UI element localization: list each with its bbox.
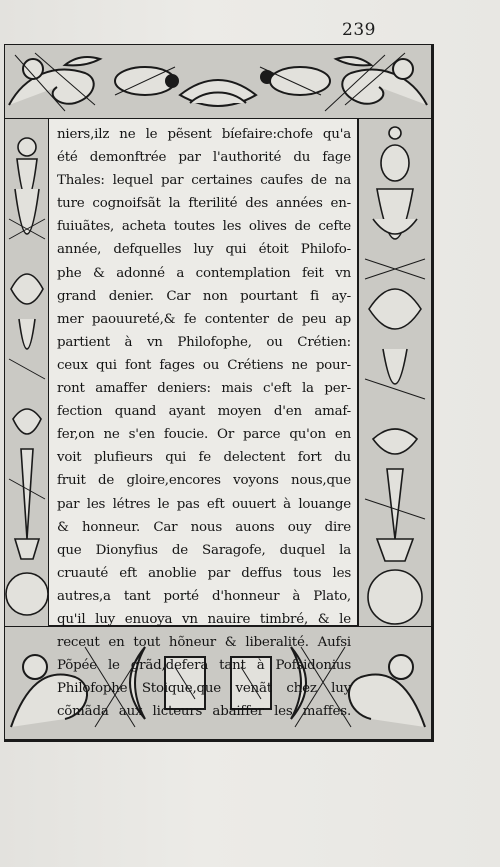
- text-line: cõmãda aux licteurs abaiffer les maffes.: [57, 704, 351, 720]
- text-line: partient à vn Philofophe, ou Crétien:: [57, 334, 351, 350]
- text-line: Thales: lequel par certaines caufes de na: [57, 173, 351, 189]
- text-line: Philofophe Stoique,que venãt chez luy: [57, 681, 351, 697]
- text-line: autres,a tant porté d'honneur à Plato,: [57, 588, 351, 604]
- page-number: 239: [342, 20, 376, 40]
- text-line: cruauté eft anoblie par deffus tous les: [57, 565, 351, 581]
- text-line: ture cognoifsãt la fterilité des années en-: [57, 196, 351, 212]
- text-line: année, defquelles luy qui étoit Philofo-: [57, 242, 351, 258]
- text-line: receut en tout hõneur & liberalité. Aufsi: [57, 635, 351, 651]
- top-ornament-band: [4, 44, 432, 120]
- right-ornament-column: [358, 118, 432, 628]
- left-ornament-image: [5, 119, 49, 627]
- text-line: fuiuãtes, acheta toutes les olives de cefte: [57, 219, 351, 235]
- text-block: [48, 118, 358, 720]
- text-line: & honneur. Car nous auons ouy dire: [57, 519, 351, 535]
- text-line: ront amaffer deniers: mais c'eft la per-: [57, 381, 351, 397]
- text-line: fruit de gloire,encores voyons nous,que: [57, 473, 351, 489]
- text-line: que Dionyfius de Saragofe, duquel la: [57, 542, 351, 558]
- text-line: grand denier. Car non pourtant fi ay-: [57, 288, 351, 304]
- text-line: fection quand ayant moyen d'en amaf-: [57, 404, 351, 420]
- text-line: qu'il luy enuoya vn nauire timbré, & le: [57, 611, 351, 627]
- text-line: Põpée le grãd,defera tant à Pofsidonius: [57, 658, 351, 674]
- left-ornament-column: [4, 118, 50, 628]
- text-line: ceux qui font fages ou Crétiens ne pour-: [57, 357, 351, 373]
- text-line: mer paouureté,& fe contenter de peu ap: [57, 311, 351, 327]
- text-line: phe & adonné a contemplation feit vn: [57, 265, 351, 281]
- text-line: été demonftrée par l'authorité du fage: [57, 150, 351, 166]
- top-ornament-image: [5, 45, 431, 119]
- text-line: voit plufieurs qui fe delectent fort du: [57, 450, 351, 466]
- text-line: niers,ilz ne le pẽsent bíefaire:chofe qu'a: [57, 127, 351, 142]
- text-line: fer,on ne s'en foucie. Or parce qu'on en: [57, 427, 351, 443]
- right-ornament-image: [359, 119, 431, 627]
- text-line: par les létres le pas eft ouuert à louange: [57, 496, 351, 512]
